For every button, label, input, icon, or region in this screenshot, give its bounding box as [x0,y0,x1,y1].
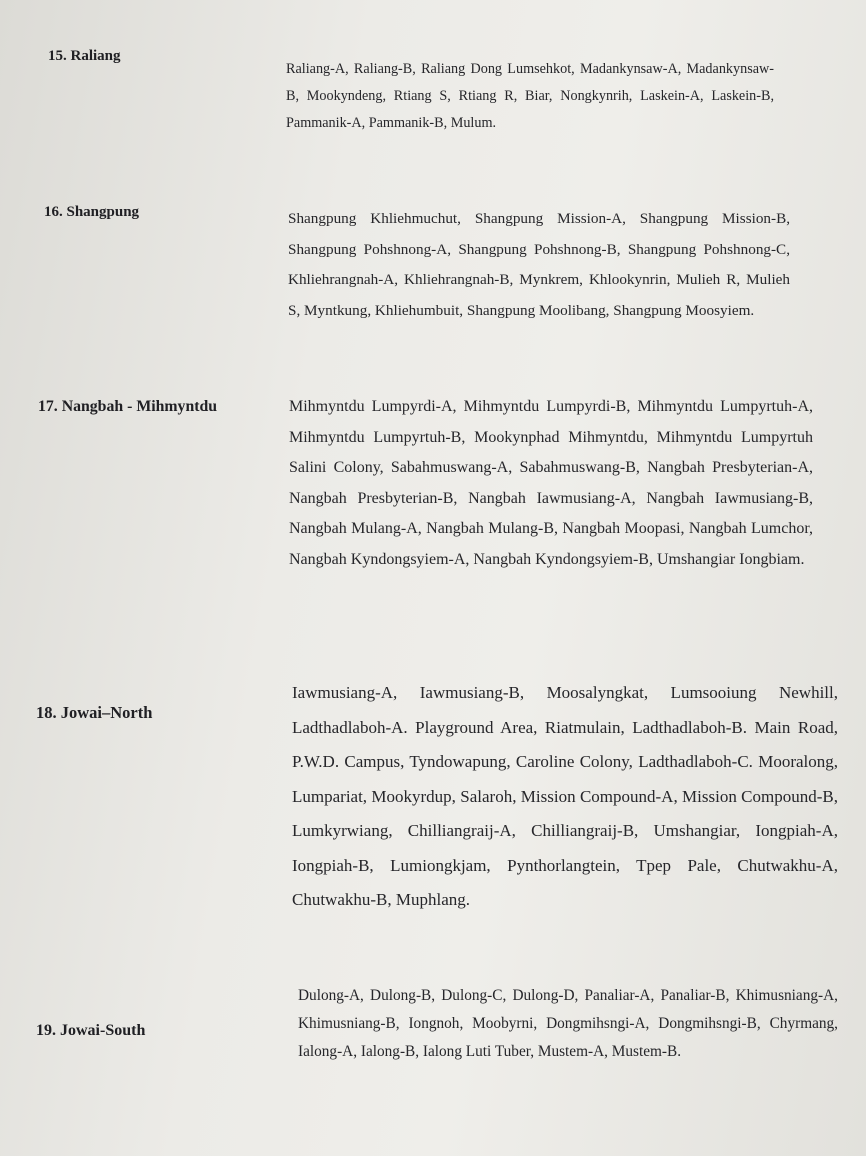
constituency-name: 15. Raliang [48,48,121,64]
village-list: Dulong-A, Dulong-B, Dulong-C, Dulong-D, Panaliar-A, Panaliar-B, Khimusniang-A, Khimusniang-B, Iongnoh, Moobyrni, Dongmihsngi-A, Dongmihsngi-B, Chyrmang, Ialong-A, Ialong-B, Ialong Luti Tuber, Mustem-A, Mustem-B. [298,987,838,1060]
village-list: Raliang-A, Raliang-B, Raliang Dong Lumsehkot, Madankynsaw-A, Madankynsaw-B, Mookyndeng, Rtiang S, Rtiang R, Biar, Nongkynrih, Laskein-A, Laskein-B, Pammanik-A, Pammanik-B, Mulum. [286,61,774,131]
constituency-name: 16. Shangpung [44,204,140,220]
village-list: Mihmyntdu Lumpyrdi-A, Mihmyntdu Lumpyrdi-B, Mihmyntdu Lumpyrtuh-A, Mihmyntdu Lumpyrtuh-B, Mookynphad Mihmyntdu, Mihmyntdu Lumpyrtuh Salini Colony, Sabahmuswang-A, Sabahmuswang-B, Nangbah Presbyterian-A, Nangbah Presbyterian-B, Nangbah Iawmusiang-A, Nangbah Iawmusiang-B, Nangbah Mulang-A, Nangbah Mulang-B, Nangbah Moopasi, Nangbah Lumchor, Nangbah Kyndongsyiem-A, Nangbah Kyndongsyiem-B, Umshangiar Iongbiam. [289,398,813,568]
constituency-name: 17. Nangbah - Mihmyntdu [38,398,218,415]
village-list: Iawmusiang-A, Iawmusiang-B, Moosalyngkat, Lumsooiung Newhill, Ladthadlaboh-A. Playground Area, Riatmulain, Ladthadlaboh-B. Main Road, P.W.D. Campus, Tyndowapung, Caroline Colony, Ladthadlaboh-C. Mooralong, Lumpariat, Mookyrdup, Salaroh, Mission Compound-A, Mission Compound-B, Lumkyrwiang, Chilliangraij-A, Chilliangraij-B, Umshangiar, Iongpiah-A, Iongpiah-B, Lumiongkjam, Pynthorlangtein, Tpep Pale, Chutwakhu-A, Chutwakhu-B, Muphlang. [292,683,838,909]
constituency-name: 18. Jowai–North [36,703,153,722]
constituency-name: 19. Jowai-South [36,1022,146,1039]
village-list: Shangpung Khliehmuchut, Shangpung Mission-A, Shangpung Mission-B, Shangpung Pohshnong-A, Shangpung Pohshnong-B, Shangpung Pohshnong-C, Khliehrangnah-A, Khliehrangnah-B, Mynkrem, Khlookynrin, Mulieh R, Mulieh S, Myntkung, Khliehumbuit, Shangpung Moolibang, Shangpung Moosyiem. [288,210,790,319]
